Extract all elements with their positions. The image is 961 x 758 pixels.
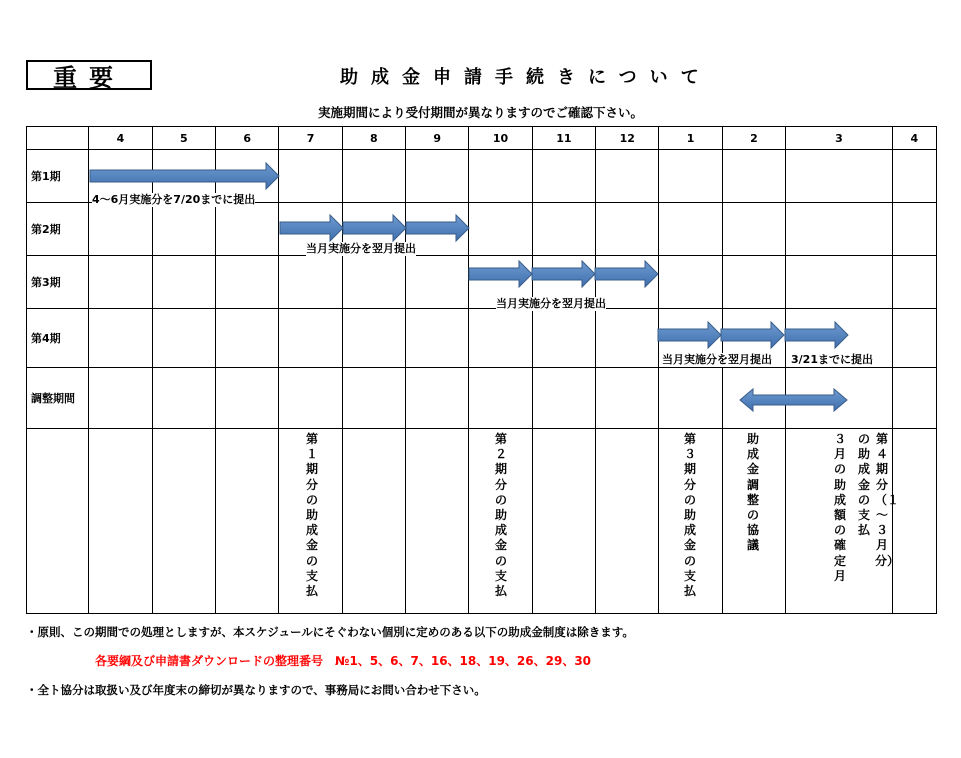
row-label: 調整期間 xyxy=(27,368,89,429)
note-reference-numbers: 各要綱及び申請書ダウンロードの整理番号 №1、5、6、7、16、18、19、26、29、30 xyxy=(95,654,592,668)
note-zentokyo: ・全ト協分は取扱い及び年度末の締切が異なりますので、事務局にお問い合わせ下さい。 xyxy=(26,683,486,697)
row-label: 第1期 xyxy=(27,150,89,203)
annotation-period-1: 4～6月実施分を7/20までに提出 xyxy=(92,193,256,206)
month-header-row xyxy=(27,127,937,150)
page-subtitle: 実施期間により受付期間が異なりますのでご確認下さい。 xyxy=(317,105,643,120)
adjustment-note: 助成金調整の協議 xyxy=(746,432,759,553)
annotation-period-3: 当月実施分を翌月提出 xyxy=(496,297,606,310)
month-header: 12 xyxy=(596,127,659,150)
adjustment-row xyxy=(27,368,937,429)
note-exclusion: ・原則、この期間での処理としますが、本スケジュールにそぐわない個別に定めのある以下の助成金制度は除きます。 xyxy=(26,625,634,639)
month-header: 2 xyxy=(722,127,785,150)
period-row xyxy=(27,203,937,256)
month-header: 9 xyxy=(406,127,469,150)
month-header: 7 xyxy=(279,127,342,150)
month-header: 5 xyxy=(152,127,215,150)
corner-cell xyxy=(27,127,89,150)
march-amount-note: ３月の助成額の確定月 xyxy=(833,432,846,583)
page-title: 助成金申請手続きについて xyxy=(340,67,712,88)
month-header: 11 xyxy=(532,127,595,150)
important-badge: 重要 xyxy=(26,60,152,90)
annotation-period-2: 当月実施分を翌月提出 xyxy=(306,242,416,255)
payment-note-period-2: 第２期分の助成金の支払 xyxy=(494,432,507,599)
row-label: 第3期 xyxy=(27,256,89,309)
annotation-period-4-monthly: 当月実施分を翌月提出 xyxy=(662,353,772,366)
month-header: 8 xyxy=(342,127,405,150)
row-label: 第4期 xyxy=(27,309,89,368)
payment-row xyxy=(27,429,937,614)
payment-note-period-1: 第１期分の助成金の支払 xyxy=(305,432,318,599)
row-label: 第2期 xyxy=(27,203,89,256)
month-header: 3 xyxy=(786,127,893,150)
payment-note-period-3: 第３期分の助成金の支払 xyxy=(683,432,696,599)
month-header: 6 xyxy=(216,127,279,150)
month-header: 4 xyxy=(892,127,936,150)
period-row xyxy=(27,256,937,309)
annotation-period-4-deadline: 3/21までに提出 xyxy=(791,353,873,366)
month-header: 10 xyxy=(469,127,532,150)
payment-note-period-4-a: の助成金の支払 xyxy=(857,432,870,538)
payment-note-period-4-b: 第４期分（１～３月分） xyxy=(875,432,900,568)
month-header: 1 xyxy=(659,127,722,150)
month-header: 4 xyxy=(89,127,152,150)
